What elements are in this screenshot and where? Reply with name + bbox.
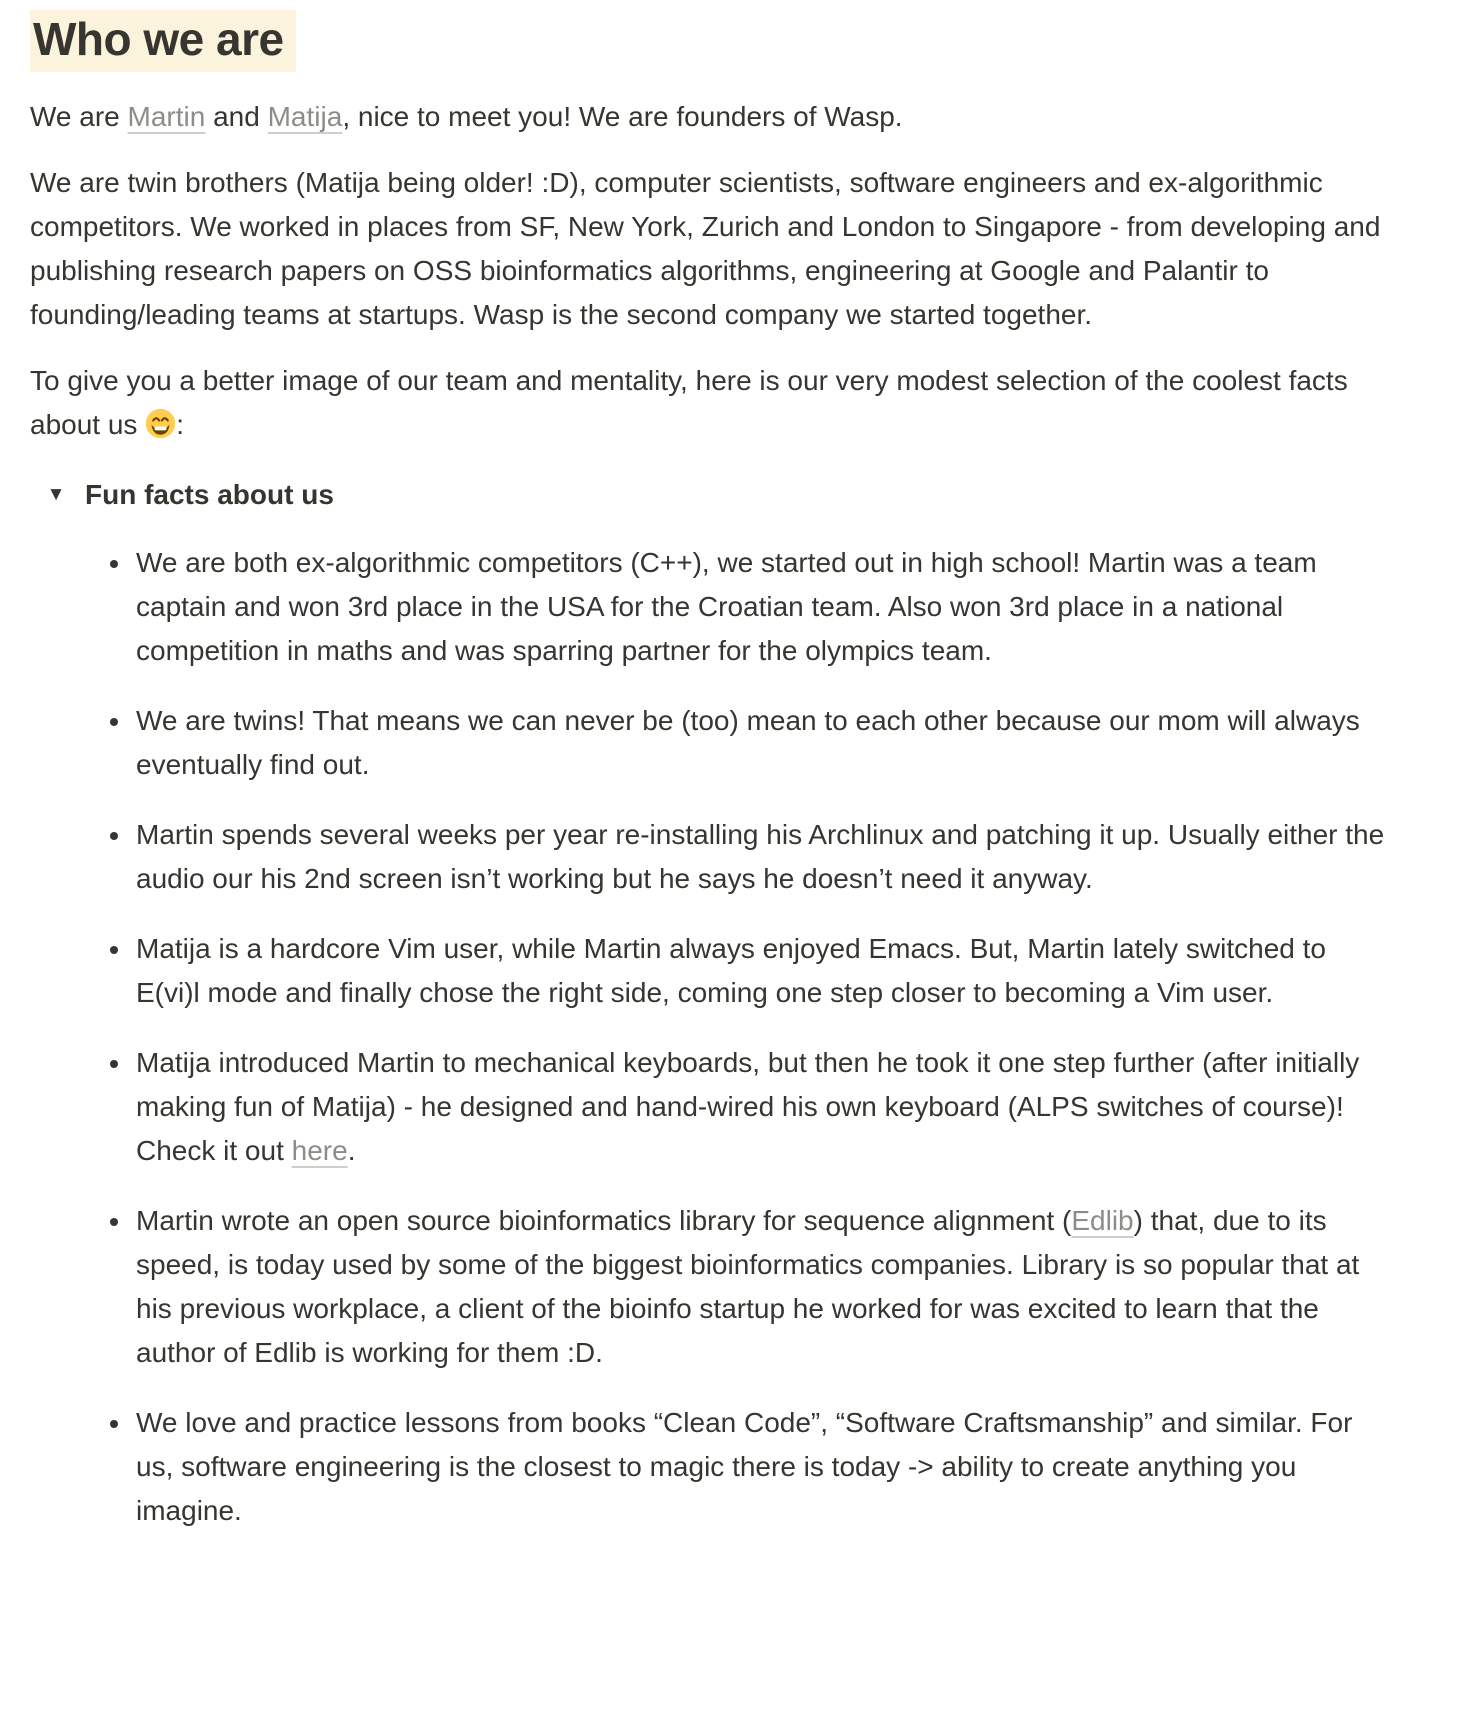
- fun-fact-item: [133, 1199, 1392, 1375]
- intro-text-pre: We are: [30, 101, 128, 133]
- here-link[interactable]: here: [291, 1135, 348, 1167]
- intro-paragraph: [30, 95, 1392, 139]
- fun-fact-item: [133, 541, 1392, 673]
- fun-fact-item: [133, 1041, 1392, 1173]
- fact-text: We are twins! That means we can never be (too) mean to each other because our mom will always eventually find out.: [136, 705, 1360, 781]
- fact-text: We are both ex-algorithmic competitors (C++), we started out in high school! Martin was a team captain and won 3rd place in the USA for the Croatian team. Also won 3rd place in a national competition in maths and was sparring partner for the olympics team.: [136, 547, 1317, 667]
- fun-fact-item: [133, 927, 1392, 1015]
- edlib-link[interactable]: Edlib: [1071, 1205, 1134, 1237]
- facts-intro-paragraph: [30, 359, 1392, 447]
- toggle-label: Fun facts about us: [85, 479, 334, 511]
- fun-fact-item: [133, 1401, 1392, 1533]
- fact-text: .: [347, 1135, 356, 1167]
- fact-text: Martin wrote an open source bioinformatics library for sequence alignment (: [136, 1205, 1072, 1237]
- fact-text: Matija is a hardcore Vim user, while Martin always enjoyed Emacs. But, Martin lately switched to E(vi)l mode and finally chose the right side, coming one step closer to becoming a Vim user.: [136, 933, 1326, 1009]
- toggle-fun-facts: [30, 473, 1434, 517]
- fact-text: We love and practice lessons from books “Clean Code”, “Software Craftsmanship” and similar. For us, software engineering is the closest to magic there is today -> ability to create anything you imagine.: [136, 1407, 1353, 1527]
- matija-link[interactable]: Matija: [267, 101, 343, 133]
- page-title: [30, 12, 1434, 67]
- fact-text: ) that, due to its speed, is today used by some of the biggest bioinformatics companies. Library is so popular that at his previous workplace, a client of the bioinfo startup he worked for was excited to learn that the author of Edlib is working for them :D.: [136, 1205, 1360, 1369]
- martin-link[interactable]: Martin: [127, 101, 206, 133]
- fun-fact-item: [133, 699, 1392, 787]
- facts-intro-text: To give you a better image of our team and mentality, here is our very modest selection of the coolest facts about us: [30, 365, 1348, 441]
- toggle-triangle-icon[interactable]: ▼: [46, 484, 66, 506]
- fact-text: Martin spends several weeks per year re-installing his Archlinux and patching it up. Usually either the audio our his 2nd screen isn’t working but he says he doesn’t need it anyway.: [136, 819, 1385, 895]
- page-title-text: Who we are: [30, 10, 296, 72]
- intro-text-mid: and: [205, 101, 268, 133]
- grinning-face-emoji-icon: [145, 408, 176, 439]
- fact-text: Matija introduced Martin to mechanical keyboards, but then he took it one step further (after initially making fun of Matija) - he designed and hand-wired his own keyboard (ALPS switches of course)! Check it out: [136, 1047, 1360, 1167]
- intro-text-post: , nice to meet you! We are founders of Wasp.: [342, 101, 903, 133]
- fun-fact-item: [133, 813, 1392, 901]
- bio-paragraph: We are twin brothers (Matija being older! :D), computer scientists, software engineers and ex-algorithmic competitors. We worked in places from SF, New York, Zurich and London to Singapore - from developing and publishing research papers on OSS bioinformatics algorithms, engineering at Google and Palantir to founding/leading teams at startups. Wasp is the second company we started together.: [30, 167, 1381, 331]
- fun-facts-list: [30, 541, 1392, 1533]
- facts-intro-colon: :: [176, 409, 184, 441]
